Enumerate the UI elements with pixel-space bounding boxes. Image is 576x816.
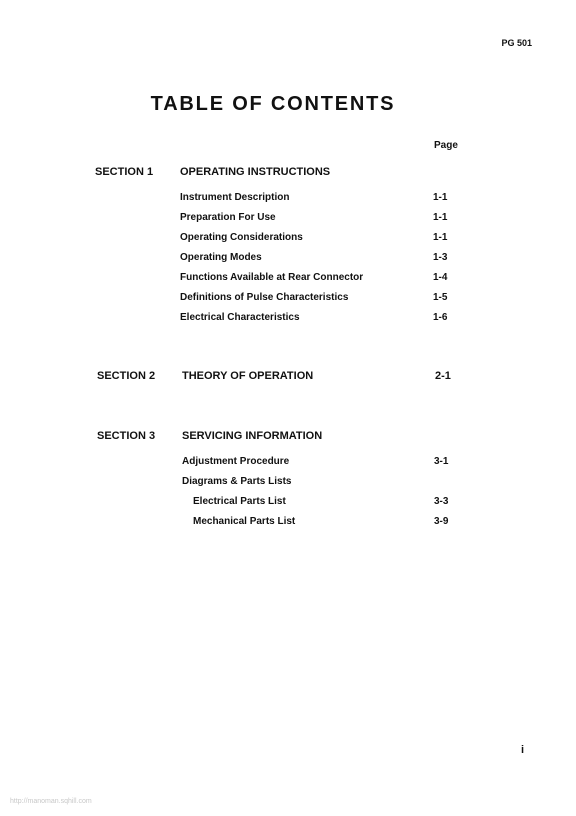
watermark: http://manoman.sqhill.com [10,798,92,805]
toc-subentry: Electrical Parts List [193,496,286,507]
toc-entry: Functions Available at Rear Connector [180,272,364,283]
toc-entry: Preparation For Use [180,212,276,223]
page-title: TABLE OF CONTENTS [150,93,396,115]
section-2-label: SECTION 2 [97,370,156,382]
toc-entry: Definitions of Pulse Characteristics [180,292,349,303]
toc-subentry: Mechanical Parts List [193,516,296,527]
toc-entry-page: 1-1 [433,212,448,223]
section-2-title: THEORY OF OPERATION [182,370,314,382]
toc-entry: Operating Modes [180,252,262,263]
toc-entry-page: 1-6 [433,312,448,323]
toc-entry-page: 3-3 [434,496,449,507]
toc-entry: Diagrams & Parts Lists [182,476,292,487]
toc-entry: Electrical Characteristics [180,312,300,323]
toc-entry-page: 1-5 [433,292,448,303]
section-3-label: SECTION 3 [97,430,156,442]
page-column-header: Page [434,140,458,151]
section-2-page: 2-1 [435,370,451,382]
section-1-title: OPERATING INSTRUCTIONS [180,166,331,178]
toc-entry: Instrument Description [180,192,290,203]
footer-page-number: i [521,744,525,756]
toc-entry-page: 1-3 [433,252,448,263]
toc-entry-page: 1-1 [433,192,448,203]
toc-entry-page: 3-9 [434,516,449,527]
toc-entry-page: 1-4 [433,272,448,283]
section-1-label: SECTION 1 [95,166,154,178]
toc-entry: Adjustment Procedure [182,456,290,467]
toc-entry: Operating Considerations [180,232,303,243]
section-3-title: SERVICING INFORMATION [182,430,323,442]
document-code: PG 501 [501,38,532,48]
toc-entry-page: 3-1 [434,456,449,467]
toc-entry-page: 1-1 [433,232,448,243]
